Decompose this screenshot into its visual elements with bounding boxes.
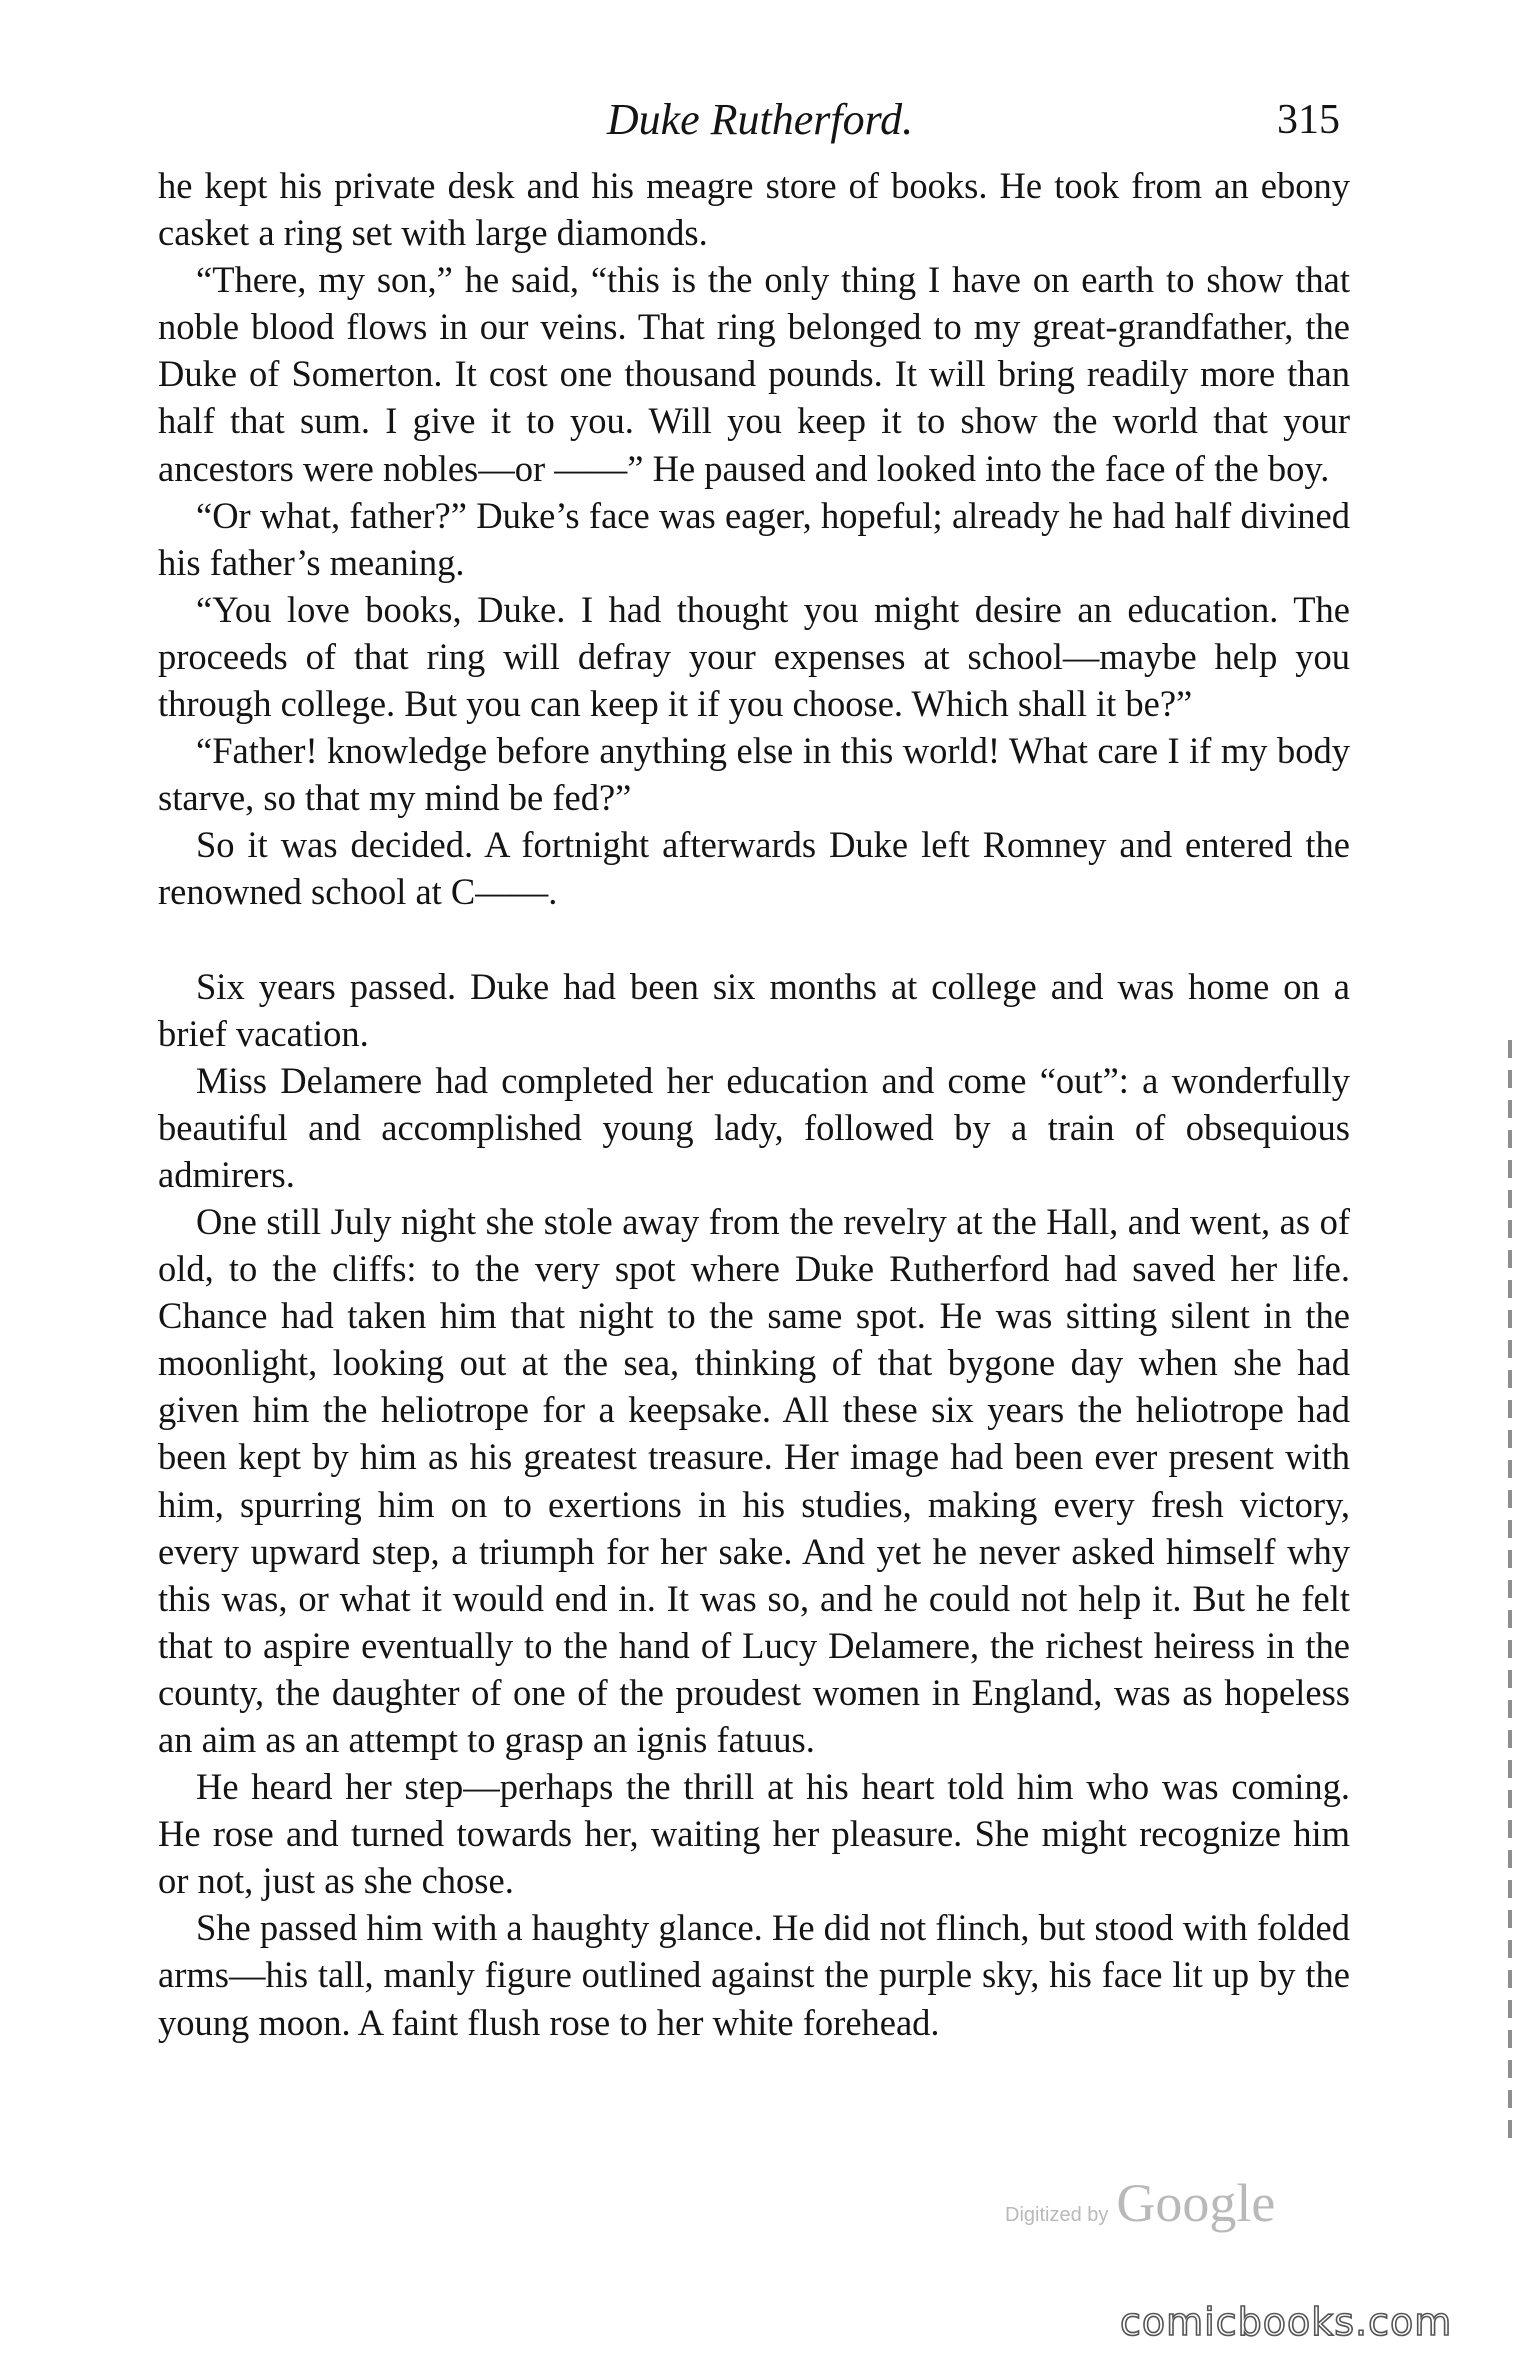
source-watermark: comicbooks.com — [1120, 2300, 1453, 2344]
digitized-watermark — [1005, 2172, 1275, 2234]
paragraph: Six years passed. Duke had been six months at college and was home on a brief vacation. — [158, 965, 1350, 1054]
paragraph: One still July night she stole away from the revelry at the Hall, and went, as of old, to the cliffs: to the very spot where Duke Rutherford had saved her life. Chance had taken him that night to the same spot. He was sitting silent in the moonlight, looking out at the sea, thinking of that bygone day when she had given him the heliotrope for a keepsake. All these six years the heliotrope had been kept by him as his greatest treasure. Her image had been ever present with him, spurring him on to exertions in his studies, making every fresh victory, every upward step, a triumph for her sake. And yet he never asked himself why this was, or what it would end in. It was so, and he could not help it. But he felt that to aspire eventually to the hand of Lucy Delamere, the richest heiress in the county, the daughter of one of the proudest women in England, was as hopeless an aim as an attempt to grasp an ignis fatuus. — [158, 1200, 1350, 1760]
paragraph: “Father! knowledge before anything else in this world! What care I if my body starve, so that my mind be fed?” — [158, 730, 1350, 819]
body-text — [158, 162, 1350, 2046]
paragraph: She passed him with a haughty glance. He did not flinch, but stood with folded arms—his tall, manly figure outlined against the purple sky, his face lit up by the young moon. A faint flush rose to her white forehead. — [158, 1907, 1350, 2043]
paragraph: “Or what, father?” Duke’s face was eager, hopeful; already he had half divined his father’s meaning. — [158, 494, 1350, 583]
paragraph: So it was decided. A fortnight afterwards Duke left Romney and entered the renowned school at C——. — [158, 824, 1350, 913]
paragraph: he kept his private desk and his meagre store of books. He took from an ebony casket a ring set with large diamonds. — [158, 165, 1350, 254]
running-title: Duke Rutherford. — [606, 95, 914, 144]
paragraph: He heard her step—perhaps the thrill at his heart told him who was coming. He rose and turned towards her, waiting her pleasure. She might recognize him or not, just as she chose. — [158, 1766, 1350, 1902]
section-break — [158, 916, 1350, 963]
page-edge-shadow — [1508, 1040, 1512, 2140]
page-number: 315 — [1277, 97, 1340, 143]
running-header — [160, 90, 1360, 150]
paragraph: “There, my son,” he said, “this is the only thing I have on earth to show that noble blood flows in our veins. That ring belonged to my great-grandfather, the Duke of Somerton. It cost one thousand pounds. It will bring readily more than half that sum. I give it to you. Will you keep it to show the world that your ancestors were nobles—or ——” He paused and looked into the face of the boy. — [158, 259, 1350, 489]
watermark-brand: Google — [1116, 2173, 1276, 2233]
watermark-prefix: Digitized by — [1005, 2204, 1109, 2226]
paragraph: Miss Delamere had completed her education and come “out”: a wonderfully beautiful and accomplished young lady, followed by a train of obsequious admirers. — [158, 1059, 1350, 1195]
paragraph: “You love books, Duke. I had thought you might desire an education. The proceeds of that ring will defray your expenses at school—maybe help you through college. But you can keep it if you choose. Which shall it be?” — [158, 588, 1350, 725]
